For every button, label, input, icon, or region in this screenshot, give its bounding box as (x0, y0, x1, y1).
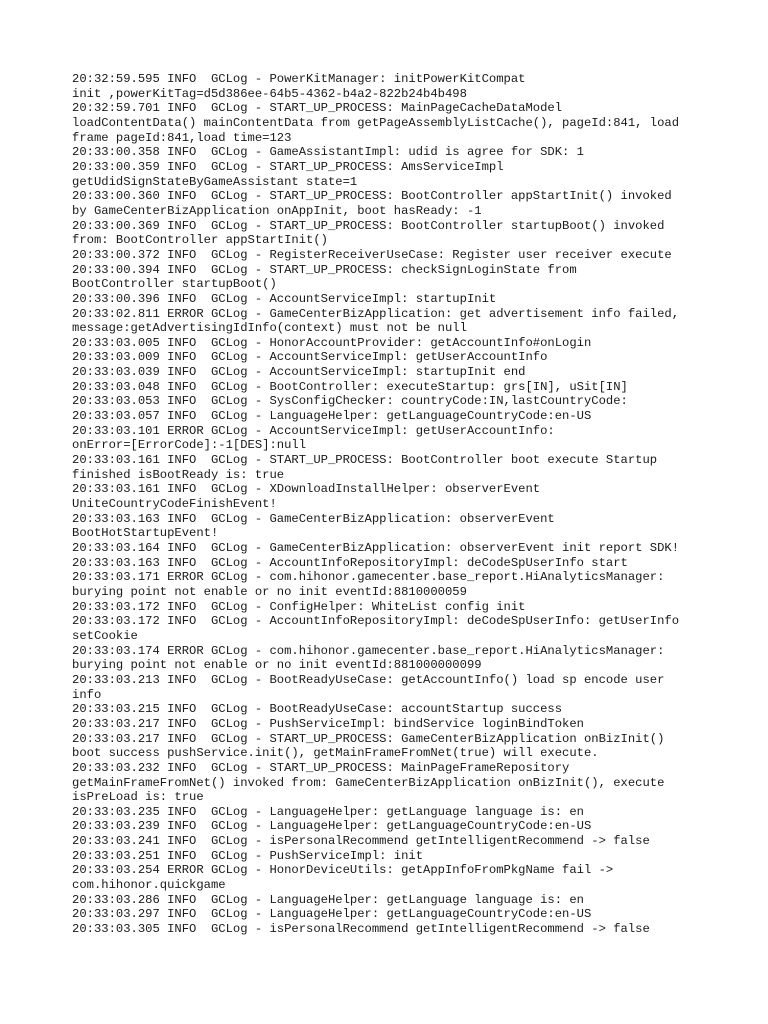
log-entry: 20:33:03.241 INFO GCLog - isPersonalRecommend getIntelligentRecommend -> false (72, 834, 650, 849)
log-entry: 20:33:03.305 INFO GCLog - isPersonalRecommend getIntelligentRecommend -> false (72, 922, 650, 937)
log-entry: 20:33:03.213 INFO GCLog - BootReadyUseCase: getAccountInfo() load sp encode user info (72, 672, 665, 702)
log-entry: 20:33:00.359 INFO GCLog - START_UP_PROCESS: AmsServiceImpl getUdidSignStateByGameAssistant state=1 (72, 159, 504, 189)
log-entry: 20:32:59.595 INFO GCLog - PowerKitManager: initPowerKitCompat init ,powerKitTag=d5d386ee-64b5-4362-b4a2-822b24b4b498 (72, 72, 526, 101)
log-entry: 20:33:03.172 INFO GCLog - AccountInfoRepositoryImpl: deCodeSpUserInfo: getUserInfo setCookie (72, 614, 680, 643)
log-entry: 20:33:00.369 INFO GCLog - START_UP_PROCESS: BootController startupBoot() invoked from: BootController appStartInit() (72, 218, 665, 248)
log-entry: 20:33:03.232 INFO GCLog - START_UP_PROCESS: MainPageFrameRepository getMainFrameFromNet() invoked from: GameCenterBizApplication onBizInit(), execute isPreLoad is: true (72, 760, 665, 805)
log-entry: 20:33:03.101 ERROR GCLog - AccountServiceImpl: getUserAccountInfo: onError=[ErrorCode]:-1[DES]:null (72, 423, 555, 453)
log-text (72, 72, 712, 937)
log-entry: 20:33:03.057 INFO GCLog - LanguageHelper: getLanguageCountryCode:en-US (72, 409, 592, 424)
log-entry: 20:33:03.161 INFO GCLog - START_UP_PROCESS: BootController boot execute Startup finished isBootReady is: true (72, 453, 658, 482)
log-entry: 20:33:03.172 INFO GCLog - ConfigHelper: WhiteList config init (72, 599, 526, 614)
log-entry: 20:33:03.039 INFO GCLog - AccountServiceImpl: startupInit end (72, 365, 526, 380)
log-entry: 20:33:00.358 INFO GCLog - GameAssistantImpl: udid is agree for SDK: 1 (72, 145, 584, 160)
log-entry: 20:33:03.174 ERROR GCLog - com.hihonor.gamecenter.base_report.HiAnalyticsManager: burying point not enable or no init eventId:881000000099 (72, 643, 665, 673)
log-entry: 20:33:03.048 INFO GCLog - BootController: executeStartup: grs[IN], uSit[IN] (72, 379, 628, 394)
log-entry: 20:33:03.254 ERROR GCLog - HonorDeviceUtils: getAppInfoFromPkgName fail -> com.hihonor.quickgame (72, 863, 614, 893)
log-entry: 20:33:03.217 INFO GCLog - PushServiceImpl: bindService loginBindToken (72, 716, 584, 731)
log-entry: 20:33:03.217 INFO GCLog - START_UP_PROCESS: GameCenterBizApplication onBizInit() boot success pushService.init(), getMainFrameFromNet(true) will execute. (72, 731, 665, 761)
log-entry: 20:33:03.009 INFO GCLog - AccountServiceImpl: getUserAccountInfo (72, 350, 548, 365)
log-entry: 20:33:03.286 INFO GCLog - LanguageHelper: getLanguage language is: en (72, 892, 584, 907)
log-entry: 20:33:03.161 INFO GCLog - XDownloadInstallHelper: observerEvent UniteCountryCodeFinishEvent! (72, 482, 541, 512)
log-document (72, 72, 712, 937)
log-entry: 20:33:00.360 INFO GCLog - START_UP_PROCESS: BootController appStartInit() invoked by GameCenterBizApplication onAppInit, boot hasReady: -1 (72, 189, 672, 218)
log-entry: 20:33:03.297 INFO GCLog - LanguageHelper: getLanguageCountryCode:en-US (72, 907, 592, 922)
log-entry: 20:33:03.171 ERROR GCLog - com.hihonor.gamecenter.base_report.HiAnalyticsManager: burying point not enable or no init eventId:8810000059 (72, 570, 665, 599)
log-entry: 20:33:02.811 ERROR GCLog - GameCenterBizApplication: get advertisement info failed, message:getAdvertisingIdInfo(context) must not be null (72, 306, 680, 336)
log-entry: 20:33:00.396 INFO GCLog - AccountServiceImpl: startupInit (72, 291, 497, 306)
log-entry: 20:33:03.215 INFO GCLog - BootReadyUseCase: accountStartup success (72, 702, 563, 717)
log-entry: 20:33:03.053 INFO GCLog - SysConfigChecker: countryCode:IN,lastCountryCode: (72, 394, 628, 409)
log-entry: 20:33:00.372 INFO GCLog - RegisterReceiverUseCase: Register user receiver execute (72, 247, 672, 262)
log-entry: 20:33:03.235 INFO GCLog - LanguageHelper: getLanguage language is: en (72, 804, 584, 819)
log-entry: 20:32:59.701 INFO GCLog - START_UP_PROCESS: MainPageCacheDataModel loadContentData() mainContentData from getPageAssemblyListCache(), pageId:841, load frame pageId:841,load time=123 (72, 101, 680, 145)
log-entry: 20:33:03.251 INFO GCLog - PushServiceImpl: init (72, 848, 424, 863)
log-entry: 20:33:03.005 INFO GCLog - HonorAccountProvider: getAccountInfo#onLogin (72, 335, 592, 350)
log-entry: 20:33:03.163 INFO GCLog - GameCenterBizApplication: observerEvent BootHotStartupEvent! (72, 511, 555, 541)
log-entry: 20:33:03.163 INFO GCLog - AccountInfoRepositoryImpl: deCodeSpUserInfo start (72, 555, 628, 570)
log-entry: 20:33:03.239 INFO GCLog - LanguageHelper: getLanguageCountryCode:en-US (72, 819, 592, 834)
log-entry: 20:33:00.394 INFO GCLog - START_UP_PROCESS: checkSignLoginState from BootController startupBoot() (72, 262, 577, 292)
log-entry: 20:33:03.164 INFO GCLog - GameCenterBizApplication: observerEvent init report SDK! (72, 541, 680, 555)
